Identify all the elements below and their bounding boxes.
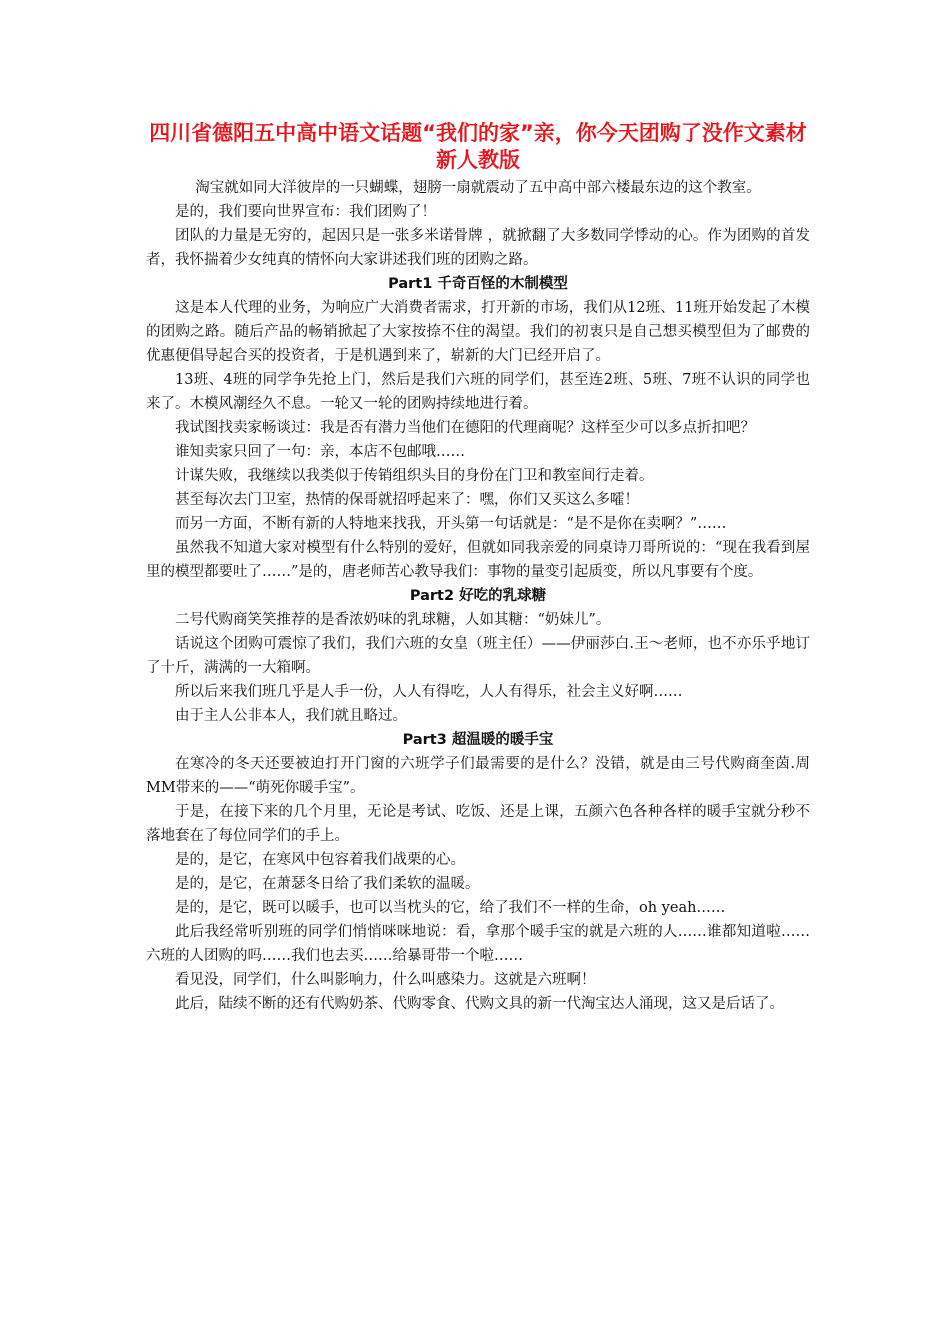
- part1-paragraph: 虽然我不知道大家对模型有什么特别的爱好，但就如同我亲爱的同桌诗刀哥所说的：“现在我看到屋里的模型都要吐了……”是的，唐老师苦心教导我们：事物的量变引起质变，所以凡事要有个度。: [146, 540, 810, 580]
- part3-heading: Part3 超温暖的暖手宝: [402, 732, 554, 748]
- part2-paragraph: 二号代购商笑笑推荐的是香浓奶味的乳球糖，人如其糖：“奶妹儿”。: [175, 612, 611, 628]
- part2-paragraph: 由于主人公非本人，我们就且略过。: [175, 708, 407, 724]
- part1-paragraph: 而另一方面，不断有新的人特地来找我，开头第一句话就是：“是不是你在卖啊？”……: [175, 516, 727, 532]
- part3-paragraph: 看见没，同学们，什么叫影响力，什么叫感染力。这就是六班啊！: [175, 972, 596, 988]
- part3-paragraph: 是的，是它，在寒风中包容着我们战栗的心。: [175, 852, 465, 868]
- part2-paragraph: 话说这个团购可震惊了我们，我们六班的女皇（班主任）——伊丽莎白.王～老师，也不亦乐乎地订了十斤，满满的一大箱啊。: [146, 636, 810, 676]
- part3-paragraph: 此后，陆续不断的还有代购奶茶、代购零食、代购文具的新一代淘宝达人涌现，这又是后话了。: [175, 996, 784, 1012]
- document-title: 四川省德阳五中高中语文话题“我们的家”亲，你今天团购了没作文素材 新人教版: [149, 121, 807, 172]
- part1-paragraph: 这是本人代理的业务，为响应广大消费者需求，打开新的市场，我们从12班、11班开始发起了木模的团购之路。随后产品的畅销掀起了大家按捺不住的渴望。我们的初衷只是自己想买模型但为了邮费的优惠便倡导起合买的投资者，于是机遇到来了，崭新的大门已经开启了。: [146, 300, 810, 364]
- part2-paragraph: 所以后来我们班几乎是人手一份，人人有得吃，人人有得乐，社会主义好啊……: [175, 684, 683, 700]
- part1-paragraph: 我试图找卖家畅谈过：我是否有潜力当他们在德阳的代理商呢？这样至少可以多点折扣吧？: [175, 420, 755, 436]
- part3-paragraph: 是的，是它，既可以暖手，也可以当枕头的它，给了我们不一样的生命，oh yeah……: [175, 900, 726, 916]
- part3-paragraph: 是的，是它，在萧瑟冬日给了我们柔软的温暖。: [175, 876, 480, 892]
- part1-paragraph: 计谋失败，我继续以我类似于传销组织头目的身份在门卫和教室间行走着。: [175, 468, 654, 484]
- part1-paragraph: 谁知卖家只回了一句：亲，本店不包邮哦……: [175, 444, 465, 460]
- part3-paragraph: 于是，在接下来的几个月里，无论是考试、吃饭、还是上课，五颜六色各种各样的暖手宝就分秒不落地套在了每位同学们的手上。: [146, 804, 810, 844]
- part1-paragraph: 13班、4班的同学争先抢上门，然后是我们六班的同学们，甚至连2班、5班、7班不认识的同学也来了。木模风潮经久不息。一轮又一轮的团购持续地进行着。: [146, 372, 810, 412]
- intro-paragraph-3: 团队的力量是无穷的，起因只是一张多米诺骨牌 ，就掀翻了大多数同学悸动的心。作为团购的首发者，我怀揣着少女纯真的情怀向大家讲述我们班的团购之路。: [146, 228, 810, 268]
- part1-paragraph: 甚至每次去门卫室，热情的保哥就招呼起来了：嘿，你们又买这么多嚯！: [175, 492, 639, 508]
- part2-heading: Part2 好吃的乳球糖: [409, 588, 547, 604]
- part3-paragraph: 在寒冷的冬天还要被迫打开门窗的六班学子们最需要的是什么？没错，就是由三号代购商奎茵.周MM带来的——“萌死你暖手宝”。: [146, 756, 810, 796]
- part1-heading: Part1 千奇百怪的木制模型: [388, 276, 568, 292]
- intro-paragraph-1: 淘宝就如同大洋彼岸的一只蝴蝶，翅膀一扇就震动了五中高中部六楼最东边的这个教室。: [195, 180, 761, 196]
- part3-paragraph: 此后我经常听别班的同学们悄悄咪咪地说：看，拿那个暖手宝的就是六班的人……谁都知道啦……六班的人团购的吗……我们也去买……给暴哥带一个啦……: [146, 924, 810, 964]
- document-page: [146, 120, 810, 1016]
- intro-paragraph-2: 是的，我们要向世界宣布：我们团购了！: [175, 204, 436, 220]
